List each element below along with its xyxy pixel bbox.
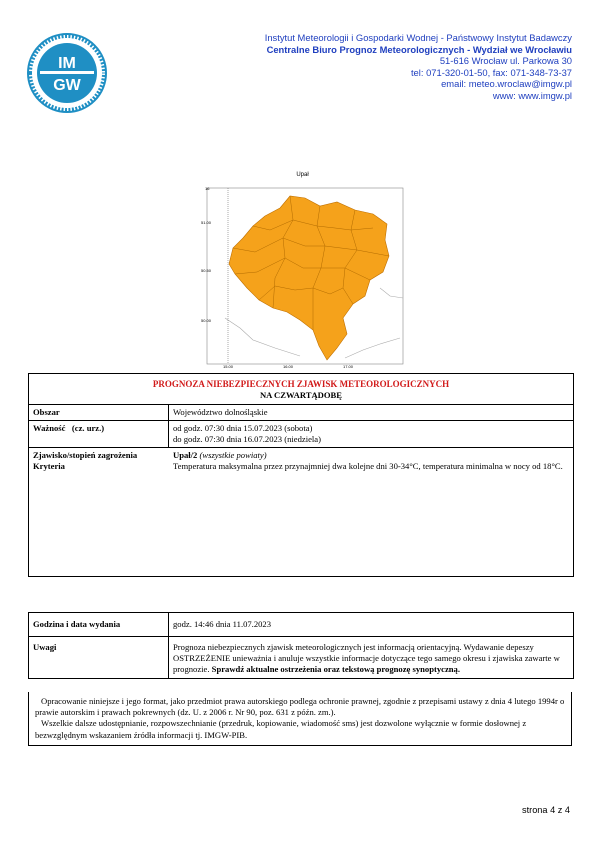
y-tick-2: 51.00	[201, 220, 212, 225]
phenomenon-label-cell	[29, 448, 169, 576]
header-line-2: Centralne Biuro Prognoz Meteorologicznych - Wydział we Wrocławiu	[266, 43, 572, 55]
remarks-bold: Sprawdź aktualne ostrzeżenia oraz tekstową prognozę synoptyczną.	[211, 664, 460, 674]
institute-header	[192, 32, 572, 102]
header-email[interactable]: email: meteo.wroclaw@imgw.pl	[441, 78, 572, 90]
header-www[interactable]: www: www.imgw.pl	[492, 89, 572, 101]
validity-values	[169, 421, 573, 447]
validity-label-cell	[29, 421, 169, 447]
logo-text-bottom: GW	[53, 77, 81, 94]
area-row	[29, 405, 573, 421]
logo-text-top: IM	[58, 55, 76, 72]
remarks-label: Uwagi	[29, 637, 169, 678]
note-paragraph-1: Opracowanie niniejsze i jego format, jako przedmiot prawa autorskiego podlega ochronie prawnej, zgodnie z przepisami ustawy z dnia 4 lutego 1994r o prawie autorskim i prawach pokrewnych (dz. U. z 2006 r. Nr 90, poz. 631 z późn. zm.).	[35, 696, 565, 718]
y-tick-4: 50.00	[201, 318, 212, 323]
imgw-logo	[26, 32, 108, 114]
phenomenon-label: Zjawisko/stopień zagrożenia	[33, 450, 138, 460]
warning-map	[195, 168, 410, 368]
validity-to: do godz. 07:30 dnia 16.07.2023 (niedziela)	[173, 434, 321, 444]
phenomenon-values	[169, 448, 573, 576]
issue-table	[28, 612, 574, 679]
forecast-table	[28, 373, 574, 577]
y-tick-3: 50.50	[201, 268, 212, 273]
remarks-text: Prognoza niebezpiecznych zjawisk meteorologicznych jest informacją orientacyjną. Wydawanie depeszy OSTRZEŻENIE unieważnia i anuluje wszystkie informacje dotyczące tego samego okresu i zjawiska zawarte w prognozie.	[173, 642, 560, 674]
phenomenon-value: Upał/2	[173, 450, 198, 460]
remarks-row	[29, 637, 573, 678]
forecast-subtitle: NA CZWARTĄDOBĘ	[259, 390, 343, 400]
remarks-content	[169, 637, 573, 678]
header-line-4: tel: 071-320-01-50, fax: 071-348-73-37	[410, 66, 572, 78]
y-tick-1: 16	[205, 186, 210, 191]
issue-time-value: godz. 14:46 dnia 11.07.2023	[173, 619, 272, 629]
note-paragraph-2: Wszelkie dalsze udostępnianie, rozpowszechnianie (przedruk, kopiowanie, wiadomość sms) jest dozwolone wyłącznie w formie dosłownej z bezwzględnym wskazaniem źródła informacji tj. IMGW-PIB.	[35, 718, 527, 740]
area-value: Województwo dolnośląskie	[173, 407, 268, 417]
phenomenon-row	[29, 448, 573, 576]
validity-from: od godz. 07:30 dnia 15.07.2023 (sobota)	[173, 423, 313, 433]
x-tick-3: 17.00	[343, 364, 354, 368]
copyright-notes	[28, 692, 572, 746]
validity-label: Ważność	[33, 423, 66, 433]
map-title: Upał	[296, 172, 309, 178]
phenomenon-scope: (wszystkie powiaty)	[199, 450, 267, 460]
header-line-1: Instytut Meteorologii i Gospodarki Wodnej - Państwowy Instytut Badawczy	[264, 32, 572, 43]
validity-unit: (cz. urz.)	[71, 423, 105, 433]
x-tick-1: 15.00	[223, 364, 234, 368]
header-line-3: 51-616 Wrocław ul. Parkowa 30	[439, 55, 572, 67]
criteria-text: Temperatura maksymalna przez przynajmniej dwa kolejne dni 30-34°C, temperatura minimalna w nocy od 18°C.	[173, 461, 563, 471]
x-tick-2: 16.00	[283, 364, 294, 368]
issue-time-label: Godzina i data wydania	[29, 613, 169, 636]
map-svg	[195, 168, 410, 368]
validity-row	[29, 421, 573, 448]
area-label: Obszar	[29, 405, 169, 420]
criteria-label: Kryteria	[33, 461, 65, 471]
forecast-title-row	[29, 374, 573, 405]
page-number: strona 4 z 4	[521, 805, 570, 815]
forecast-title: PROGNOZA NIEBEZPIECZNYCH ZJAWISK METEOROLOGICZNYCH	[152, 379, 450, 389]
issue-time-row	[29, 613, 573, 637]
